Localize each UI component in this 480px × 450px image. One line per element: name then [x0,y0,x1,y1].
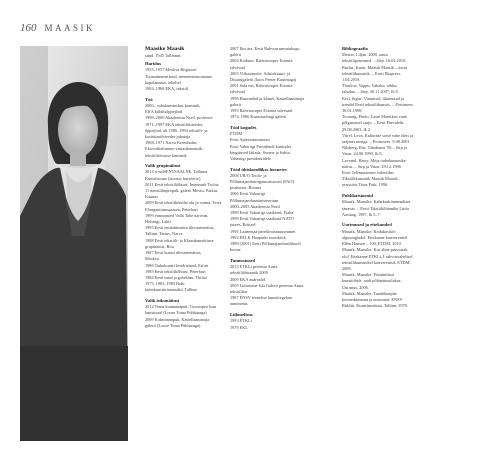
section-line: põlgamusel raaju. – Eesti Päevaleht. [342,120,405,126]
section-line: 2005 Lühuiseue Isla Galerii preemia Aasta [230,282,304,288]
section-line: Tallinn, Tartus, Narva [145,231,183,237]
section-line: Eksootikalinnase vastastkunstnik, [145,146,204,152]
section-heading: Publikatsioonid [342,193,373,199]
section-line: galerii [230,101,241,107]
section-heading: Töid kogudes [230,124,257,130]
section-line: kostüümiõsteeder juhataja [145,133,190,139]
section-line: kavenskimeunt ja nostuurat. ENSV [342,296,403,302]
section-line: galerii [230,52,241,58]
section-heading: Tööd ühiskondlikes hoonetes [230,166,287,172]
section-line: olu? Ettekanne ETKLi, Ⅰ rahvusvahelisel [342,253,413,259]
section-line: 1987 Eesti kunsti ülevaatenäitus, [145,250,202,256]
page-header [20,22,95,34]
section-line: Kivi, Signe. Vinutusid, ülaremtud ja [342,95,405,101]
section-line: kunstiobelt- raali põhinäitusilakus. [342,278,402,284]
section-line: peahoone, Rooma [230,185,262,191]
text-column-1 [145,46,225,444]
section-line: tekstiiltiar [230,289,248,295]
section-line: Thurlow, Vappu. Vahaku, rahku, [342,83,398,89]
running-title: MAASIK [44,23,96,33]
section-line: EKA külalisõppejõud [145,109,183,115]
section-line: tarbekunstitriennaalid, Tallinn [145,287,197,293]
section-line: 1995 Laanemaa pereliimismuuseumet [230,228,296,234]
section-line: Disainigalerii (koos Peeter Kuutmaga) [230,77,297,83]
section-line: 1989 (2001) Eesti Põllumajandusülikooli [230,241,301,247]
section-line: 2003 Viibastmoile, Arhitektuuri- ja [230,70,291,76]
section-line: 1963–1968 EKA, tekstiil [145,86,189,92]
section-line: Põllumajandusorganisatsiooni (FAO) [230,179,294,185]
section-line: Vasar. 24.06.1990, lk 8. [342,151,383,157]
section-line: rahuluo. – Sirp. 30.11.2007, lk 8. [342,89,399,95]
section-line: Helsingi, Lahti [145,219,171,225]
section-line: kunstisaal (Loose Toma Pühharaga) [145,310,207,316]
section-heading: Liikmelisus [230,312,253,318]
section-line: 2009 EKA auärealid [230,276,266,282]
section-line: Aastaag. 1997, lk 5–7. [342,211,381,217]
section-line: Toomatmenetlusel, menetmetnosmame [145,73,213,79]
section-line: 1988 Eesti tekstiili- ja Klaastkunstitiuse [145,237,214,243]
artist-birth: sünd. 1945 Tallinnas [145,53,181,58]
text-column-3 [342,46,426,444]
section-line: 1974, 1986 Kunstisalongi galerii [230,114,287,120]
section-line: 1993 ETKLi [230,318,252,324]
section-line: Kunstihoone (tsoosse kurseeriv) [145,175,201,181]
section-line: Maasik, Maasike. Kodukäsitöö [342,228,396,234]
section-line: tekstiilikunstnik. – Eesti Ekspress. [342,70,402,76]
section-line: Toonurg, Pindo. Laste Maasikus vaab [342,114,407,120]
section-line: Eesti Vabariigi Presidendi kantselei [230,143,291,149]
section-line: Ellen Hansen – 100, ETDM, 2010. [342,241,402,247]
section-line: Maasik, Maasike. Kaheksakümnendiaet [342,199,411,205]
artist-portrait [20,46,128,441]
section-heading: Uurimused ja ettekanded [342,222,392,228]
section-line: kingitused lätiada, Soome ja Saksa [230,149,290,155]
section-line: rezissöör Tiina Park, 1996. [342,182,389,188]
section-line: 1999 Eesti Vabariigi saatkond, Praha [230,210,294,216]
section-line: 2014 n>ndSENTSAALNE, Tallinna [145,169,208,175]
section-line: 2013 ETKLi preemia Aasta [230,264,278,270]
section-line: 1999 eüsmonaed Valla Tabe narivan, [145,212,209,218]
section-line: Tikstiilikunstnik Maasik Maasik, [342,176,399,182]
section-line: trendid Eesti tekstiilikunstis. – Postimees. [342,101,414,107]
column-2-sections [230,46,310,331]
section-line: Lavrand, Harry. Moja tarbekunstnike [342,157,406,163]
section-line: Riikliit. Kunstiinstituut. Tallinn, 1978. [342,303,408,309]
section-heading: Töö [145,96,153,102]
section-line: 2012 Toma kuinnanapuk, Tooompea loan [145,304,217,310]
section-line: kapelannase, tekeltel [145,79,181,85]
section-line: 1992 EELK Haapsalu toomkirik [230,234,286,240]
section-line: aunimetus [230,301,248,307]
section-line: 1984 Eesti maal ja gobeläan, Tbilisi [145,274,207,280]
section-line: õppejõud, alt 1986–1994 tekstiili- ja [145,127,208,133]
section-heading: Valik grupinäitusi [145,163,181,169]
section-line: Mester, Liljan. 2009. aasta [342,52,388,58]
section-line: Eesti Telemuuseum videofilm. [342,170,395,176]
section-line: 30.01.1998. [342,108,363,114]
section-heading: Tunnustused [230,258,256,263]
section-line: Elongantiasmusaum, Peterburi [145,206,198,212]
section-line: 2008 UR/O Toolu- ja [230,172,267,178]
text-column-2 [230,46,310,444]
section-line: 1987 ENSV teenelise kunstitegelase [230,295,293,301]
section-line: 2007 Ilus ära, Eesti Rahvusraamatukogu [230,46,300,51]
section-line: 1999–2000 Akadeemia Nord, professor [145,115,213,121]
section-heading: Bibliograafia [342,46,368,51]
section-heading: Haridus [145,61,162,67]
section-line: 2001 Sala eas, Rahvusooper Estonia [230,83,293,89]
section-line: hoone [230,247,241,253]
section-line: 11 metsüllmpropalt, galerii Mestsc Parkas, [145,188,219,194]
section-line: galerii (Loose Toma Pühharaga) [145,322,201,328]
section-line: Vabariigi presidentidele [230,155,271,161]
section-line: Eesti Apteeramuuseum [230,137,270,143]
section-line: alguseagiadel. Ettekanne konverentsil [342,234,408,240]
section-line: 1955–1957 Moskva Riigiooni [145,67,197,73]
page-number: 160 [20,22,37,34]
section-line: 2006 Eesti Vabariigi [230,191,266,197]
section-line: 2008. [342,265,352,271]
section-line: 1979 EKL [230,324,249,330]
section-line: 2000– vabakunstnikus kunstnik, [145,102,201,108]
section-line: 2011 Eesti tekstiiliõhtust, Imennash Tschia [145,181,219,187]
section-line: Viirel, Leva. Kulturine sotsë vabe ideis ja [342,132,414,138]
section-line: raajmet menga. – Postimees. 9.08.2001. [342,139,411,145]
column-3-sections [342,46,426,309]
section-line: 1993 Rahvusooper Estonia talvesaal [230,108,293,114]
section-line: tekstiilikunstnikel konverentsil, ETDM, [342,259,411,265]
section-line: tekstiiltööstuse kunstnik [145,152,187,158]
section-line: Põllumajandusministeerium [230,197,279,203]
section-line: tekstiiliõhtunnik 2009 [230,270,268,276]
section-line: Kaunas [145,194,158,200]
section-line: 1986 Tarbekunsti kvadrienaal, Erfurt [145,262,209,268]
section-line: Uurimus, 2006. [342,284,369,290]
section-line: 2009 Eesti tekstiiliõnõlst olu ja vaimu, Terra [145,200,222,206]
section-line: 1.04.2010. [342,77,361,83]
artist-name: Maasike Maasik [145,46,185,52]
section-line: 1999 Eesti Vabariigi saatkond NATO [230,216,294,222]
section-line: näitus. – Sirp ja Vasar. 29.12.1986. [342,163,402,169]
section-line: Maasik, Maasike. Kus ähne prüsvatab [342,247,408,253]
section-line: juures, Brüssel [230,222,256,228]
section-line: Nilsberg, Ebe. Tabakunst '90 – Sirp ja [342,145,407,151]
section-line: 2004 Koduter, Rahvusooper Estonia [230,58,293,64]
section-line: Moskva [145,256,159,262]
column-1-sections [145,61,225,329]
section-line: 29.08.2003, lk 2. [342,126,372,132]
section-line: 1968–1971 Narva Kreenholm, [145,140,198,146]
section-line: talvesaal [230,64,246,70]
section-line: Maasik, Maasike. Tuudeknapite [342,290,397,296]
section-heading: Valik isikunäitusi [145,298,180,304]
section-line: grupinäitus, Riia [145,243,174,249]
section-line: 2000–2005 Akadeemia Nord [230,203,280,209]
section-line: 1971–1997 EKA tekstiiliõsteeder, [145,121,204,127]
section-line: Maasik, Maasike. Printimliisti [342,272,395,278]
portrait-photo-icon [20,46,128,441]
section-line: 1985 Eesti tekstiiliõhtust, Peterburi [145,268,206,274]
section-line: 1975, 1983, 1985 Balti [145,281,185,287]
section-line: 1993 Eesti emitahtmnisn ülevaatenäitus, [145,225,215,231]
section-line: tekstiiliprammed. – Sirp. 16.04.2010. [342,58,407,64]
section-line: 1996 Haavanõul ja kõmel, Kastellaanimaja [230,95,305,101]
section-line: 2009 Kolmnnanpuk, Kastellaanimaja [145,316,210,322]
section-line: ETDM [230,131,243,137]
section-line: Paulus, Karin. Maasik Maasik – aasta [342,64,407,70]
section-line: tänavas. – Eesti Tikstiiliõhtunike Liidu [342,205,409,211]
section-line: talvesaal [230,89,246,95]
